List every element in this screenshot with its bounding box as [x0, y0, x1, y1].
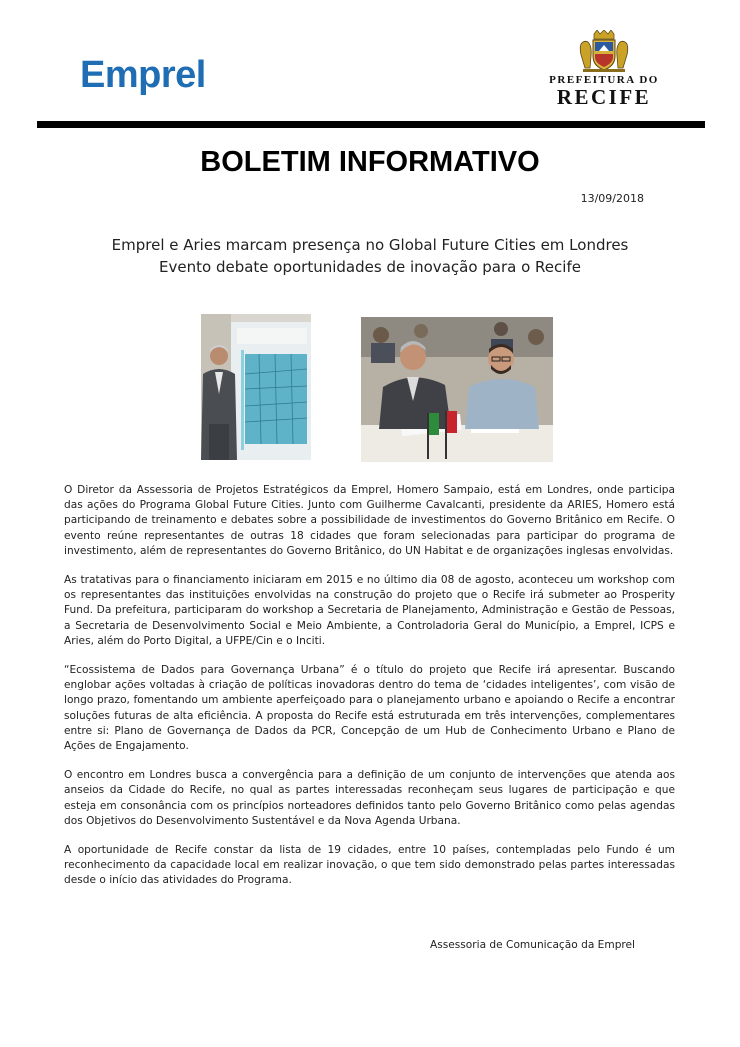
body-paragraph: O encontro em Londres busca a convergência para a definição de um conjunto de intervenções que atenda aos anseios da Cidade do Recife, no qual as partes interessadas reconheçam seus lugares de participação e que esteja em consonância com os princípios norteadores definidos tanto pelo Governo Britânico como pelas agendas dos Objetivos do Desenvolvimento Sustentável e da Nova Agenda Urbana. [64, 769, 675, 827]
headline-line-2: Evento debate oportunidades de inovação para o Recife [159, 258, 581, 276]
headline-line-1: Emprel e Aries marcam presença no Global Future Cities em Londres [111, 236, 629, 254]
prefeitura-recife-logo [548, 30, 660, 108]
emprel-logo: Emprel [80, 54, 206, 96]
recife-coat-of-arms-icon [575, 30, 633, 72]
signature: Assessoria de Comunicação da Emprel [429, 939, 635, 951]
body-paragraph: “Ecossistema de Dados para Governança Urbana” é o título do projeto que Recife irá apresentar. Buscando englobar ações voltadas à criação de políticas inovadoras dentro do tema de ‘cidades inteligentes’, com visão de longo prazo, fomentando um ambiente aperfeiçoado para o planejamento urbano e apoiando o Recife a encontrar soluções futuras de alta eficiência. A proposta do Recife está estruturada em três intervenções, complementares entre si: Plano de Governança de Dados da PCR, Concepção de um Hub de Conhecimento Urbano e Plano de Ações de Engajamento. [64, 664, 675, 753]
article-body [64, 483, 675, 903]
photo-speaker-with-banner [201, 314, 311, 460]
recife-label: RECIFE [556, 85, 652, 109]
header-divider [37, 121, 705, 128]
page-title: BOLETIM INFORMATIVO [200, 146, 540, 178]
body-paragraph: A oportunidade de Recife constar da lista de 19 cidades, entre 10 países, contempladas pelo Fundo é um reconhecimento da capacidade local em realizar inovação, o que tem sido demonstrado pelas partes interessadas desde o início das atividades do Programa. [64, 844, 675, 887]
article-headline [0, 234, 740, 278]
body-paragraph: As tratativas para o financiamento iniciaram em 2015 e no último dia 08 de agosto, aconteceu um workshop com os representantes das instituições envolvidas na construção do projeto que o Recife irá submeter ao Prosperity Fund. Da prefeitura, participaram do workshop a Secretaria de Planejamento, Administração e Gestão de Pessoas, a Secretaria de Desenvolvimento Social e Meio Ambiente, a Controladoria Geral do Município, a Emprel, ICPS e Aries, além do Porto Digital, a UFPE/Cin e o Inciti. [64, 574, 675, 647]
prefeitura-label: PREFEITURA DO [549, 74, 659, 86]
publication-date: 13/09/2018 [580, 192, 644, 205]
body-paragraph: O Diretor da Assessoria de Projetos Estratégicos da Emprel, Homero Sampaio, está em Londres, onde participa das ações do Programa Global Future Cities. Junto com Guilherme Cavalcanti, presidente da ARIES, Homero está participando de treinamento e debates sobre a possibilidade de investimentos do Governo Britânico em Recife. O evento reúne representantes de outras 18 cidades que foram selecionadas para participar do programa de investimento, além de representantes do Governo Britânico, do UN Habitat e de organizações inglesas envolvidas. [64, 484, 675, 557]
photo-meeting-at-table [361, 317, 553, 462]
